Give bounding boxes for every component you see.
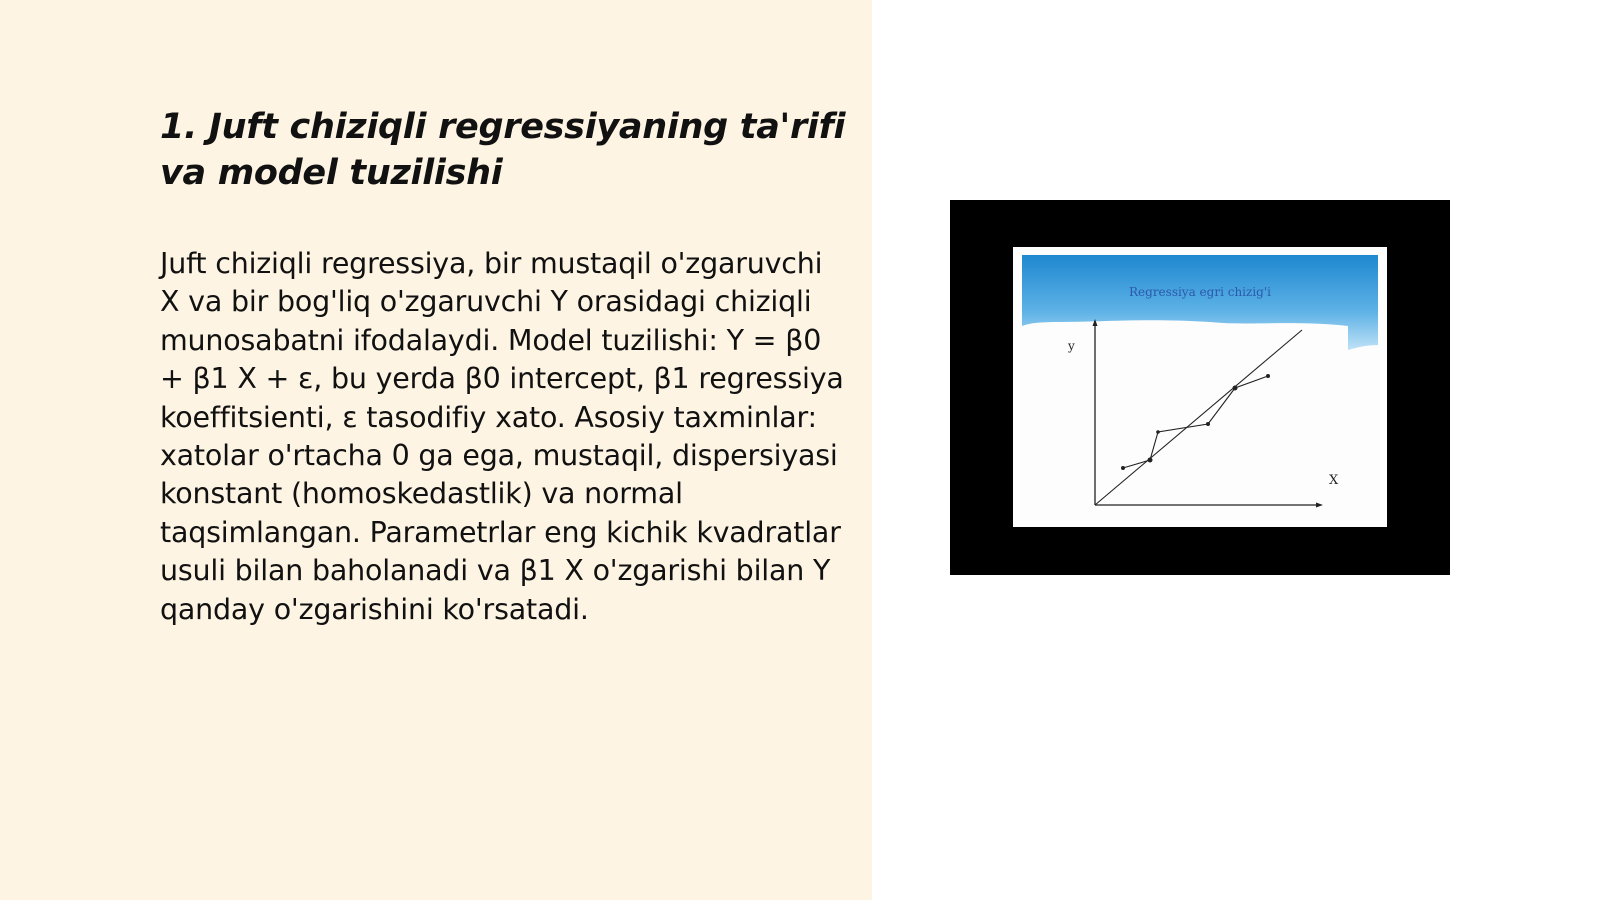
slide-title: 1. Juft chiziqli regressiyaning ta'rifi va model tuzilishi xyxy=(160,107,846,193)
data-point xyxy=(1121,466,1125,470)
data-point xyxy=(1266,374,1270,378)
slide-body-text: Juft chiziqli regressiya, bir mustaqil o'zgaruvchi X va bir bog'liq o'zgaruvchi Y orasidagi chiziqli munosabatni ifodalaydi. Model tuzilishi: Y = β0 + β1 X + ε, bu yerda β0 intercept, β1 regressiya koeffitsienti, ε tasodifiy xato. Asosiy taxminlar: xatolar o'rtacha 0 ga ega, mustaqil, dispersiyasi konstant (homoskedastlik) va normal taqsimlangan. Parametrlar eng kichik kvadratlar usuli bilan baholanadi va β1 X o'zgarishi bilan Y qanday o'zgarishini ko'rsatadi. xyxy=(160,247,844,626)
data-point xyxy=(1148,458,1153,463)
y-axis-label: y xyxy=(1068,339,1075,353)
data-point xyxy=(1156,430,1160,434)
figure-heading: Regressiya egri chizig'i xyxy=(1129,285,1271,299)
data-point xyxy=(1233,386,1238,391)
regression-figure xyxy=(950,200,1450,575)
x-axis-label: X xyxy=(1329,473,1339,488)
data-point xyxy=(1206,422,1210,426)
regression-figure-svg xyxy=(950,200,1450,575)
